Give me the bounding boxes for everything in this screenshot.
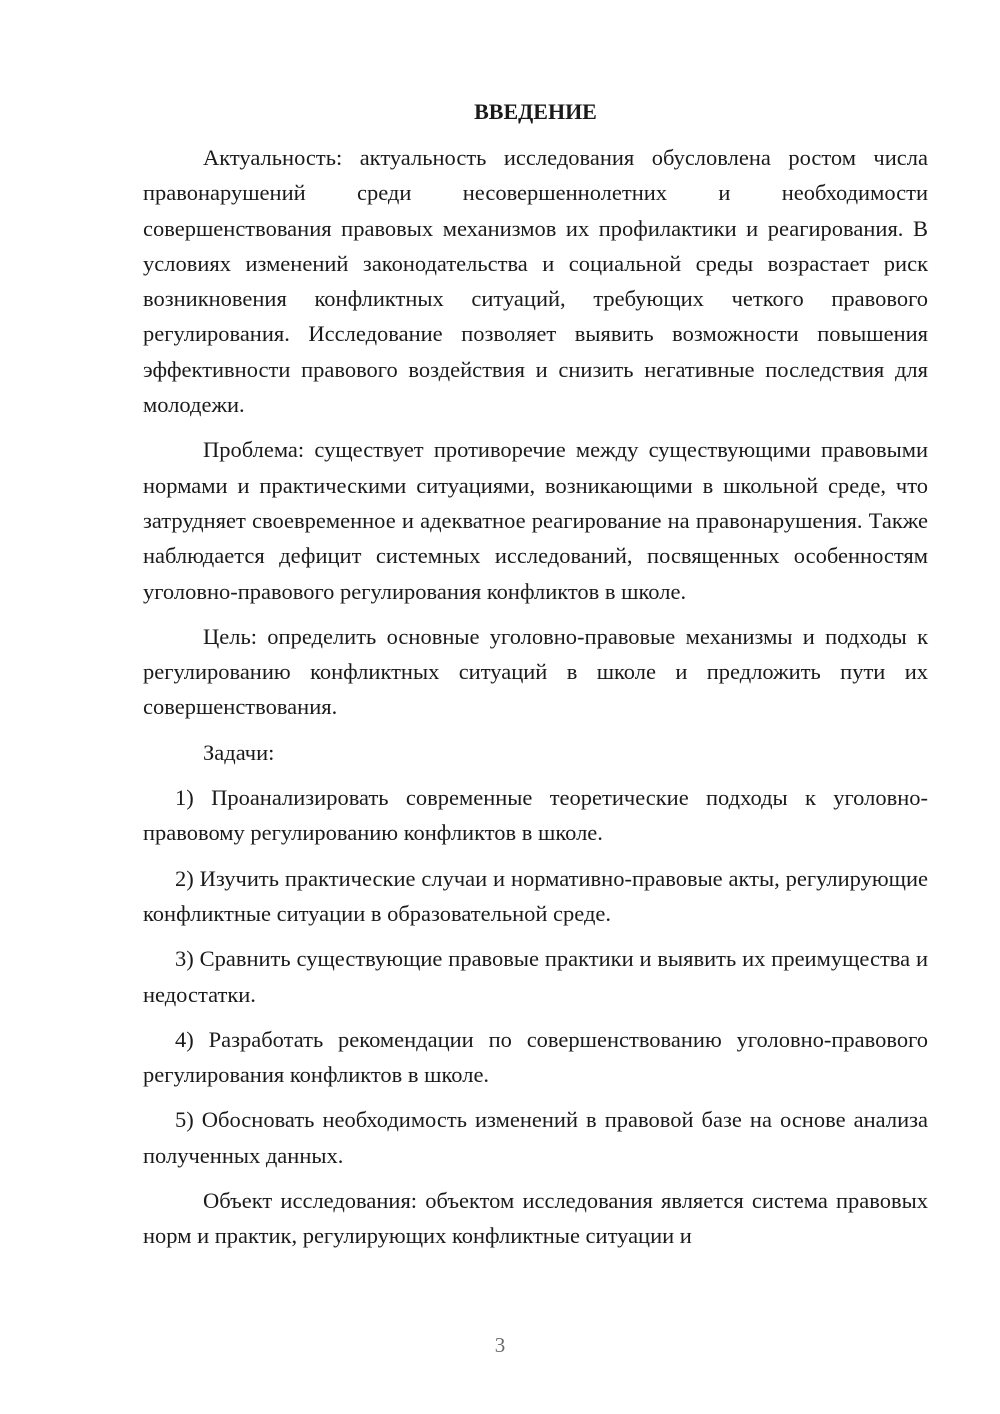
paragraph-problem: Проблема: существует противоречие между существующими правовыми нормами и практическими ситуациями, возникающими в школьной среде, что затрудняет своевременное и адекватное реагирование на правонарушения. Также наблюдается дефицит системных исследований, посвященных особенностям уголовно-правового регулирования конфликтов в школе. xyxy=(143,437,928,604)
tasks-label: Задачи: xyxy=(203,739,275,765)
task-item-1: 1) Проанализировать современные теоретические подходы к уголовно-правовому регулированию конфликтов в школе. xyxy=(143,785,928,846)
page-content xyxy=(143,94,928,1264)
paragraph-object: Объект исследования: объектом исследования является система правовых норм и практик, регулирующих конфликтные ситуации и xyxy=(143,1188,928,1249)
paragraph-goal: Цель: определить основные уголовно-правовые механизмы и подходы к регулированию конфликтных ситуаций в школе и предложить пути их совершенствования. xyxy=(143,623,928,720)
section-heading: ВВЕДЕНИЕ xyxy=(474,99,597,124)
page-number: 3 xyxy=(494,1333,506,1357)
task-item-4: 4) Разработать рекомендации по совершенствованию уголовно-правового регулирования конфликтов в школе. xyxy=(143,1026,928,1088)
paragraph-relevance: Актуальность: актуальность исследования обусловлена ростом числа правонарушений среди несовершеннолетних и необходимости совершенствования правовых механизмов их профилактики и реагирования. В условиях изменений законодательства и социальной среды возрастает риск возникновения конфликтных ситуаций, требующих четкого правового регулирования. Исследование позволяет выявить возможности повышения эффективности правового воздействия и снизить негативные последствия для молодежи. xyxy=(143,145,928,418)
task-item-3: 3) Сравнить существующие правовые практики и выявить их преимущества и недостатки. xyxy=(143,946,928,1007)
task-item-2: 2) Изучить практические случаи и нормативно-правовые акты, регулирующие конфликтные ситуации в образовательной среде. xyxy=(143,865,928,926)
task-item-5: 5) Обосновать необходимость изменений в правовой базе на основе анализа полученных данных. xyxy=(143,1107,928,1168)
